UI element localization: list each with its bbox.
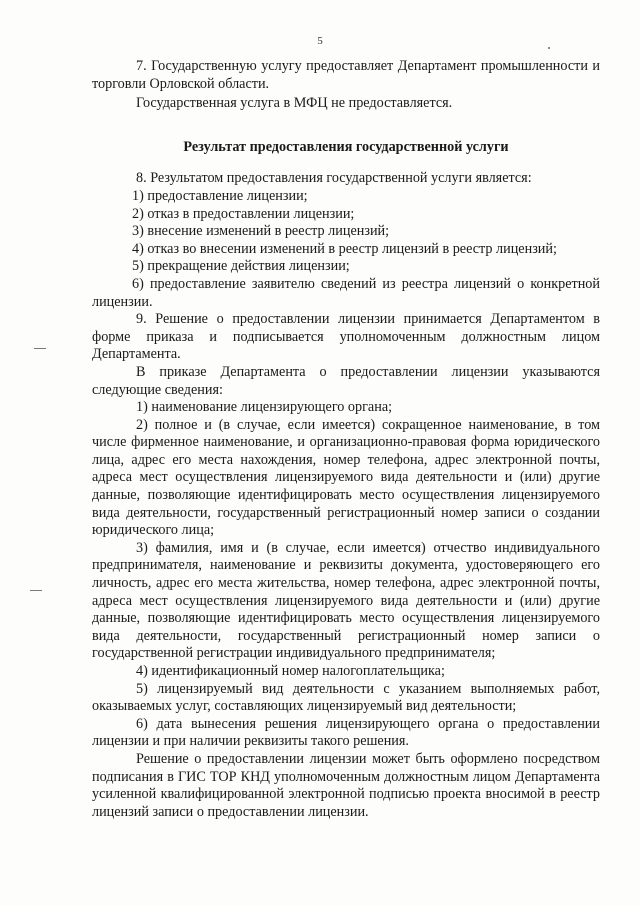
order-item: 1) наименование лицензирующего органа; [136,399,393,416]
result-item: 5) прекращение действия лицензии; [132,258,350,275]
order-item: 2) полное и (в случае, если имеется) сокращенное наименование, в том числе фирменное наименование, и организационно-правовая форма юридического лица, адрес его места нахождения, номер телефона, адрес электронной почты, адреса мест осуществления лицензируемого вида деятельности и (или) другие данные, позволяющие идентифицировать место осуществления лицензируемого вида деятельности, государственный регистрационный номер записи о создании юридического лица; [92,416,600,539]
scan-speck [548,47,550,49]
paragraph-8-intro: 8. Результатом предоставления государственной услуги является: [136,170,532,187]
margin-mark [34,348,46,349]
order-item: 3) фамилия, имя и (в случае, если имеется) отчество индивидуального предпринимателя, наименование и реквизиты документа, удостоверяющего его личность, адрес его места жительства, номер телефона, адрес электронной почты, адреса мест осуществления лицензируемого вида деятельности и (или) другие данные, позволяющие идентифицировать место осуществления лицензируемого вида деятельности, государственный регистрационный номер записи о государственной регистрации индивидуального предпринимателя; [92,539,600,662]
order-intro: В приказе Департамента о предоставлении лицензии указываются следующие сведения: [92,363,600,398]
result-item: 2) отказ в предоставлении лицензии; [132,205,355,222]
order-item: 6) дата вынесения решения лицензирующего органа о предоставлении лицензии и при наличии реквизиты такого решения. [92,715,600,750]
section-title: Результат предоставления государственной услуги [183,138,509,155]
result-item: 4) отказ во внесении изменений в реестр лицензий в реестр лицензий; [132,240,557,257]
order-item: 5) лицензируемый вид деятельности с указанием выполняемых работ, оказываемых услуг, составляющих лицензируемый вид деятельности; [92,680,600,715]
result-item: 3) внесение изменений в реестр лицензий; [132,223,390,240]
paragraph-9: 9. Решение о предоставлении лицензии принимается Департаментом в форме приказа и подписывается уполномоченным должностным лицом Департамента. [92,311,600,363]
final-paragraph: Решение о предоставлении лицензии может быть оформлено посредством подписания в ГИС ТОР КНД уполномоченным должностным лицом Департамента усиленной квалифицированной электронной подписью проекта вносимой в реестр лицензий записи о предоставлении лицензии. [92,750,600,820]
result-item: 6) предоставление заявителю сведений из реестра лицензий о конкретной лицензии. [92,275,600,310]
document-body [92,58,600,821]
paragraph-7: 7. Государственную услугу предоставляет Департамент промышленности и торговли Орловской области. [92,58,600,92]
result-item: 1) предоставление лицензии; [132,187,308,204]
page-number: 5 [317,35,323,47]
paragraph-mfc: Государственная услуга в МФЦ не предоставляется. [136,95,453,112]
margin-mark [30,590,42,591]
order-item: 4) идентификационный номер налогоплательщика; [136,663,445,679]
